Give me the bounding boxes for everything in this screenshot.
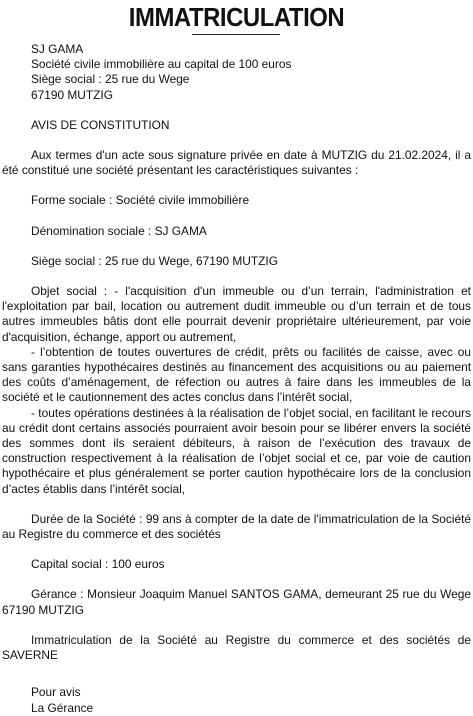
intro-paragraph: Aux termes d'un acte sous signature privée en date à MUTZIG du 21.02.2024, il a été constitué une société présentant les caractéristiques suivantes : bbox=[2, 148, 471, 178]
company-address: Siège social : 25 rue du Wege bbox=[31, 72, 190, 87]
company-type: Société civile immobilière au capital de 100 euros bbox=[31, 57, 292, 72]
gerance: Gérance : Monsieur Joaquim Manuel SANTOS GAMA, demeurant 25 rue du Wege 67190 MUTZIG bbox=[2, 587, 471, 617]
objet-social-1: Objet social : - l'acquisition d'un immeuble ou d’un terrain, l'administration et l'exploitation par bail, location ou autrement dudit immeuble ou d’un terrain et de tous autres immeubles bâtis dont elle pourrait devenir propriétaire ultérieurement, par voie d'acquisition, échange, apport ou autrement, bbox=[2, 284, 471, 344]
company-city: 67190 MUTZIG bbox=[31, 87, 113, 102]
forme-sociale: Forme sociale : Société civile immobilière bbox=[31, 193, 250, 208]
avis-heading: AVIS DE CONSTITUTION bbox=[31, 117, 170, 132]
objet-social-3: - toutes opérations destinées à la réalisation de l’objet social, en facilitant le recours au crédit dont certains associés pourraient avoir besoin pour se libérer envers la société des sommes dont ils seraient débiteurs, à raison de l’exécution des travaux de construction respectivement à la réalisation de l’objet social et ce, par voie de caution hypothécaire et plus généralement se porter caution hypothécaire lors de la conclusion d’actes établis dans l’intérêt social, bbox=[2, 405, 471, 496]
closing-block bbox=[2, 685, 471, 715]
immatriculation-rcs: Immatriculation de la Société au Registre du commerce et des sociétés de SAVERNE bbox=[2, 632, 471, 663]
notice-body bbox=[2, 42, 471, 716]
duree-societe: Durée de la Société : 99 ans à compter de la date de l'immatriculation de la Société au Registre du commerce et des sociétés bbox=[2, 511, 471, 542]
title-underline bbox=[192, 34, 280, 35]
company-name: SJ GAMA bbox=[31, 42, 84, 56]
closing-signature: La Gérance bbox=[31, 700, 94, 715]
siege-social: Siège social : 25 rue du Wege, 67190 MUTZIG bbox=[31, 253, 278, 268]
page-title: IMMATRICULATION bbox=[128, 2, 345, 32]
company-header-block bbox=[2, 42, 471, 103]
capital-social: Capital social : 100 euros bbox=[31, 557, 165, 572]
closing-pour-avis: Pour avis bbox=[31, 685, 81, 700]
objet-social-2: - l’obtention de toutes ouvertures de crédit, prêts ou facilités de caisse, avec ou sans garanties hypothécaires destinés au financement des acquisitions ou au paiement des coûts d’aménagement, de réfection ou autres à faire dans les immeubles de la société et le cautionnement des actes conclus dans l’intérêt social, bbox=[2, 344, 471, 405]
denomination-sociale: Dénomination sociale : SJ GAMA bbox=[31, 223, 207, 238]
